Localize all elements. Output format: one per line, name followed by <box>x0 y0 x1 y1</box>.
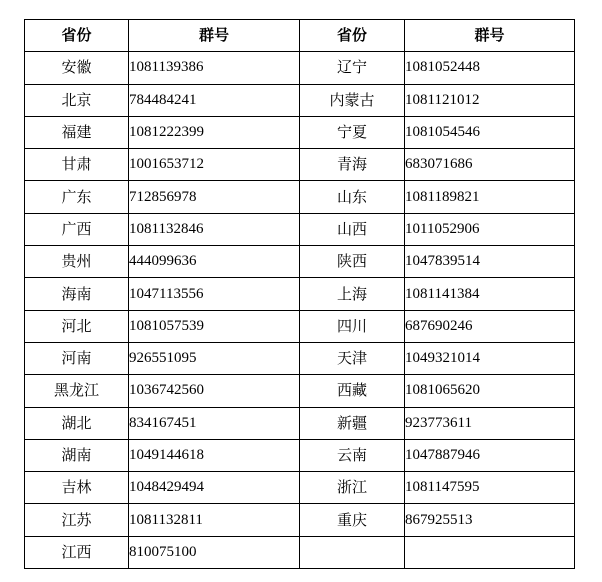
group-number-cell-left: 1001653712 <box>129 149 300 181</box>
province-cell-right: 四川 <box>300 310 405 342</box>
table-row <box>25 149 575 181</box>
province-cell-right: 重庆 <box>300 504 405 536</box>
province-cell-right: 内蒙古 <box>300 84 405 116</box>
province-cell-right: 辽宁 <box>300 52 405 84</box>
province-cell-left: 河南 <box>25 342 129 374</box>
group-number-cell-right: 1049321014 <box>405 342 575 374</box>
province-cell-left: 湖北 <box>25 407 129 439</box>
group-number-cell-left: 1081057539 <box>129 310 300 342</box>
group-number-cell-right: 1011052906 <box>405 213 575 245</box>
group-number-cell-right: 1047839514 <box>405 246 575 278</box>
province-cell-left: 甘肃 <box>25 149 129 181</box>
header-group-right: 群号 <box>405 20 575 52</box>
empty-cell <box>405 536 575 568</box>
group-number-cell-right: 1081141384 <box>405 278 575 310</box>
province-cell-left: 海南 <box>25 278 129 310</box>
table-row <box>25 246 575 278</box>
province-cell-left: 江西 <box>25 536 129 568</box>
province-cell-right: 山西 <box>300 213 405 245</box>
table-row <box>25 342 575 374</box>
table-row <box>25 310 575 342</box>
table-row <box>25 504 575 536</box>
group-number-cell-left: 1081222399 <box>129 116 300 148</box>
province-cell-right: 浙江 <box>300 472 405 504</box>
province-cell-right: 西藏 <box>300 375 405 407</box>
group-number-cell-left: 784484241 <box>129 84 300 116</box>
table-row <box>25 213 575 245</box>
group-number-cell-right: 1047887946 <box>405 439 575 471</box>
group-number-cell-left: 1048429494 <box>129 472 300 504</box>
group-number-cell-left: 1047113556 <box>129 278 300 310</box>
table-row <box>25 84 575 116</box>
province-cell-right: 新疆 <box>300 407 405 439</box>
table-header <box>25 20 575 52</box>
province-cell-right: 陕西 <box>300 246 405 278</box>
province-cell-right: 云南 <box>300 439 405 471</box>
group-number-cell-right: 923773611 <box>405 407 575 439</box>
province-cell-left: 江苏 <box>25 504 129 536</box>
province-cell-left: 吉林 <box>25 472 129 504</box>
header-group-left: 群号 <box>129 20 300 52</box>
empty-cell <box>300 536 405 568</box>
province-cell-left: 安徽 <box>25 52 129 84</box>
province-cell-right: 上海 <box>300 278 405 310</box>
table-row <box>25 536 575 568</box>
province-cell-left: 黑龙江 <box>25 375 129 407</box>
province-cell-left: 贵州 <box>25 246 129 278</box>
group-number-cell-left: 1081139386 <box>129 52 300 84</box>
province-cell-left: 湖南 <box>25 439 129 471</box>
table-row <box>25 181 575 213</box>
group-number-cell-right: 1081121012 <box>405 84 575 116</box>
header-row <box>25 20 575 52</box>
group-number-cell-right: 1081189821 <box>405 181 575 213</box>
group-number-cell-left: 444099636 <box>129 246 300 278</box>
province-cell-right: 青海 <box>300 149 405 181</box>
group-number-cell-left: 810075100 <box>129 536 300 568</box>
group-number-cell-left: 834167451 <box>129 407 300 439</box>
group-number-cell-right: 867925513 <box>405 504 575 536</box>
group-number-cell-right: 1081065620 <box>405 375 575 407</box>
province-cell-right: 宁夏 <box>300 116 405 148</box>
table-row <box>25 472 575 504</box>
table-row <box>25 439 575 471</box>
province-cell-right: 山东 <box>300 181 405 213</box>
province-cell-left: 北京 <box>25 84 129 116</box>
group-number-cell-left: 926551095 <box>129 342 300 374</box>
header-province-right: 省份 <box>300 20 405 52</box>
group-number-cell-left: 712856978 <box>129 181 300 213</box>
group-number-cell-right: 1081054546 <box>405 116 575 148</box>
group-number-cell-left: 1036742560 <box>129 375 300 407</box>
header-province-left: 省份 <box>25 20 129 52</box>
group-number-cell-right: 687690246 <box>405 310 575 342</box>
group-number-cell-right: 1081052448 <box>405 52 575 84</box>
province-cell-right: 天津 <box>300 342 405 374</box>
province-cell-left: 福建 <box>25 116 129 148</box>
table-row <box>25 116 575 148</box>
table-row <box>25 375 575 407</box>
table-row <box>25 407 575 439</box>
group-number-cell-left: 1081132811 <box>129 504 300 536</box>
group-number-cell-left: 1081132846 <box>129 213 300 245</box>
group-number-cell-left: 1049144618 <box>129 439 300 471</box>
province-group-table <box>24 19 575 569</box>
table-row <box>25 278 575 310</box>
province-cell-left: 广东 <box>25 181 129 213</box>
group-number-cell-right: 1081147595 <box>405 472 575 504</box>
table-body <box>25 52 575 569</box>
table-row <box>25 52 575 84</box>
group-number-cell-right: 683071686 <box>405 149 575 181</box>
province-cell-left: 河北 <box>25 310 129 342</box>
province-cell-left: 广西 <box>25 213 129 245</box>
